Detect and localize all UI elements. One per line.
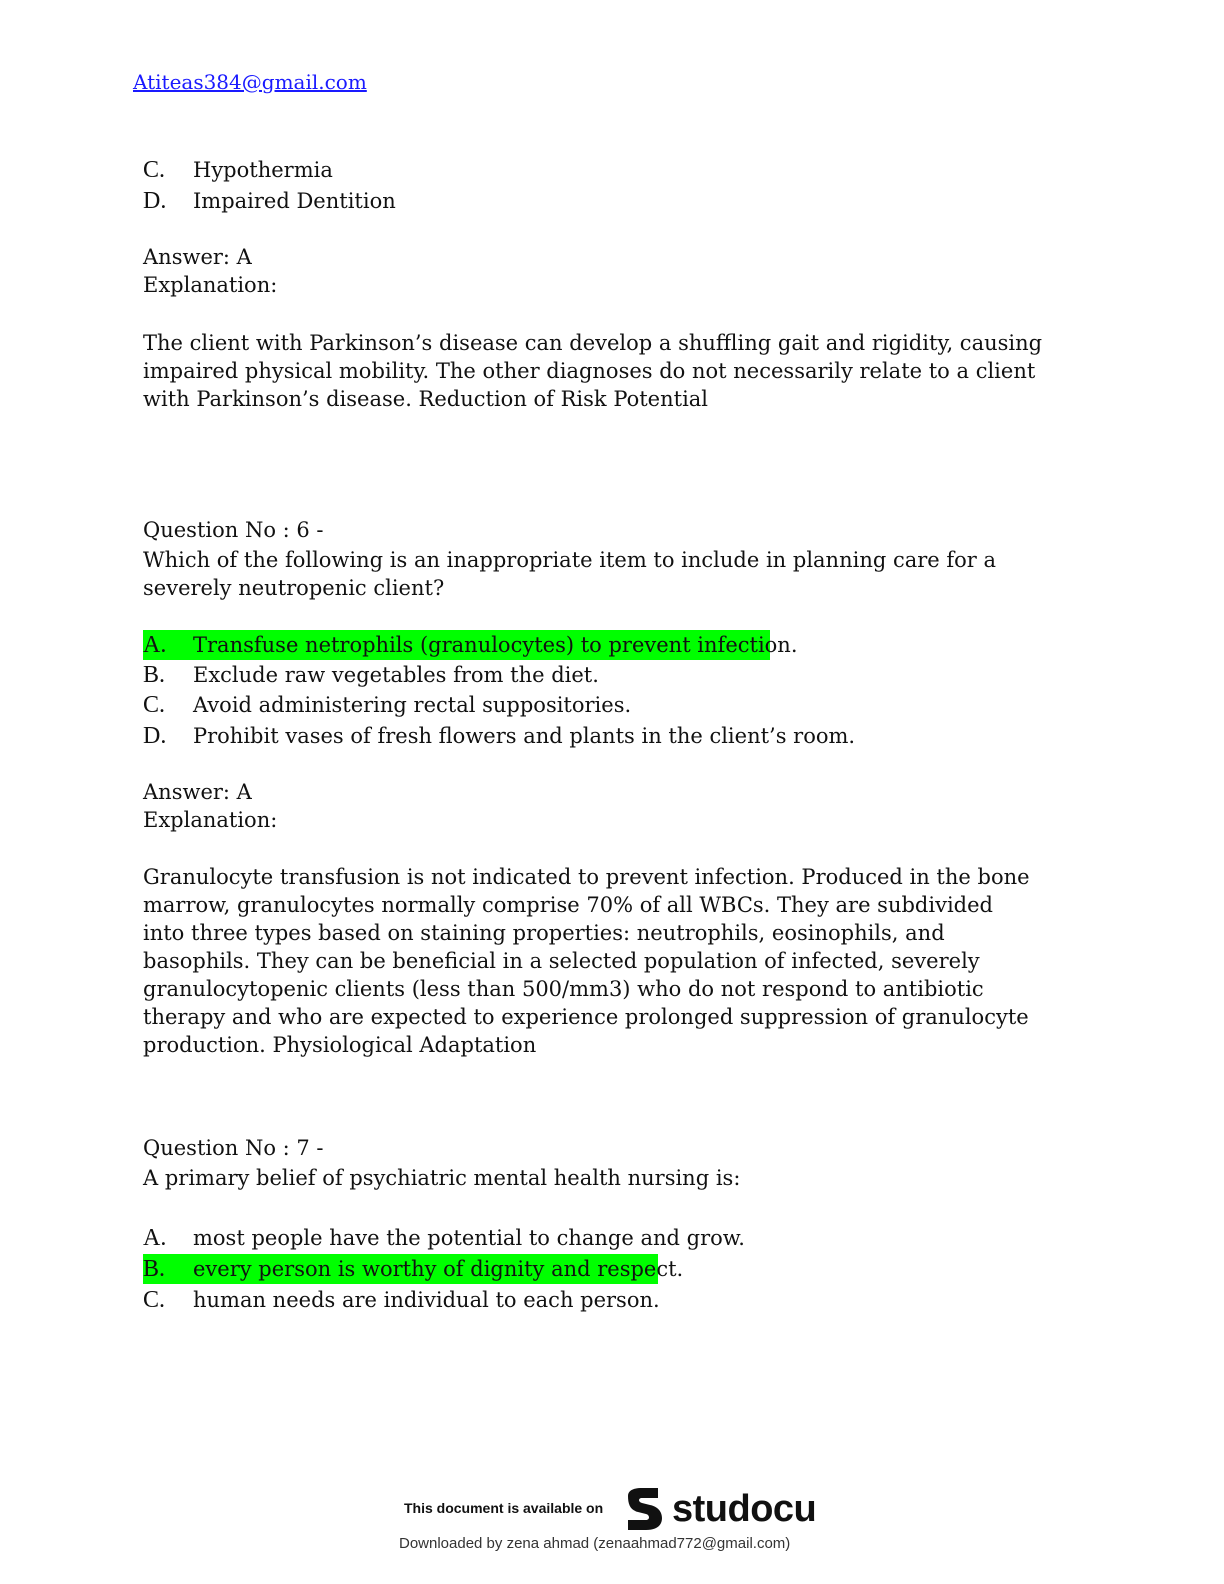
option-7-c [143, 1285, 660, 1315]
option-letter: C. [143, 1287, 166, 1313]
option-text: Avoid administering rectal suppositories. [193, 693, 632, 717]
option-prev-c [143, 155, 333, 185]
question-7-text: A primary belief of psychiatric mental health nursing is: [143, 1166, 741, 1190]
option-letter: D. [143, 188, 167, 214]
explanation-6: Granulocyte transfusion is not indicated to prevent infection. Produced in the bone marrow, granulocytes normally comprise 70% of all WBCs. They are subdivided into three types based on staining properties: neutrophils, eosinophils, and basophils. They can be beneficial in a selected population of infected, severely granulocytopenic clients (less than 500/mm3) who do not respond to antibiotic therapy and who are expected to experience prolonged suppression of granulocyte production. Physiological Adaptation [143, 865, 1030, 1057]
option-6-c [143, 690, 631, 720]
studocu-logo-icon [620, 1486, 666, 1532]
option-prev-d [143, 186, 396, 216]
answer-6: Answer: A [143, 780, 252, 804]
footer-downloaded-text: Downloaded by zena ahmad (zenaahmad772@gmail.com) [399, 1535, 791, 1552]
option-letter: D. [143, 723, 167, 749]
option-7-a [143, 1223, 745, 1253]
option-6-b [143, 660, 599, 690]
question-6-text: Which of the following is an inappropriate item to include in planning care for a severely neutropenic client? [143, 548, 997, 600]
option-letter: A. [143, 1225, 167, 1251]
explanation-prev: The client with Parkinson’s disease can develop a shuffling gait and rigidity, causing impaired physical mobility. The other diagnoses do not necessarily relate to a client with Parkinson’s disease. Reduction of Risk Potential [143, 331, 1043, 411]
option-text: every person is worthy of dignity and respect. [193, 1257, 684, 1281]
option-text: human needs are individual to each person. [193, 1288, 660, 1312]
studocu-logo-text: studocu [672, 1487, 817, 1530]
explanation-label-6: Explanation: [143, 808, 278, 832]
option-letter: B. [143, 1256, 166, 1282]
option-7-b-correct [143, 1254, 684, 1284]
option-letter: A. [143, 632, 167, 658]
option-text: Exclude raw vegetables from the diet. [193, 663, 599, 687]
option-text: Transfuse netrophils (granulocytes) to prevent infection. [193, 633, 798, 657]
footer-available-text: This document is available on [404, 1500, 604, 1516]
explanation-label-prev: Explanation: [143, 273, 278, 297]
option-text: Prohibit vases of fresh flowers and plants in the client’s room. [193, 724, 856, 748]
studocu-logo[interactable] [620, 1484, 816, 1534]
question-7-title: Question No : 7 - [143, 1136, 324, 1160]
option-letter: C. [143, 692, 166, 718]
option-6-d [143, 721, 855, 751]
answer-prev: Answer: A [143, 245, 252, 269]
option-letter: C. [143, 157, 166, 183]
option-text: most people have the potential to change and grow. [193, 1226, 745, 1250]
question-6-title: Question No : 6 - [143, 518, 324, 542]
option-text: Hypothermia [193, 158, 333, 182]
option-6-a-correct [143, 630, 798, 660]
header-email-link[interactable]: Atiteas384@gmail.com [133, 70, 367, 94]
option-text: Impaired Dentition [193, 189, 396, 213]
option-letter: B. [143, 662, 166, 688]
